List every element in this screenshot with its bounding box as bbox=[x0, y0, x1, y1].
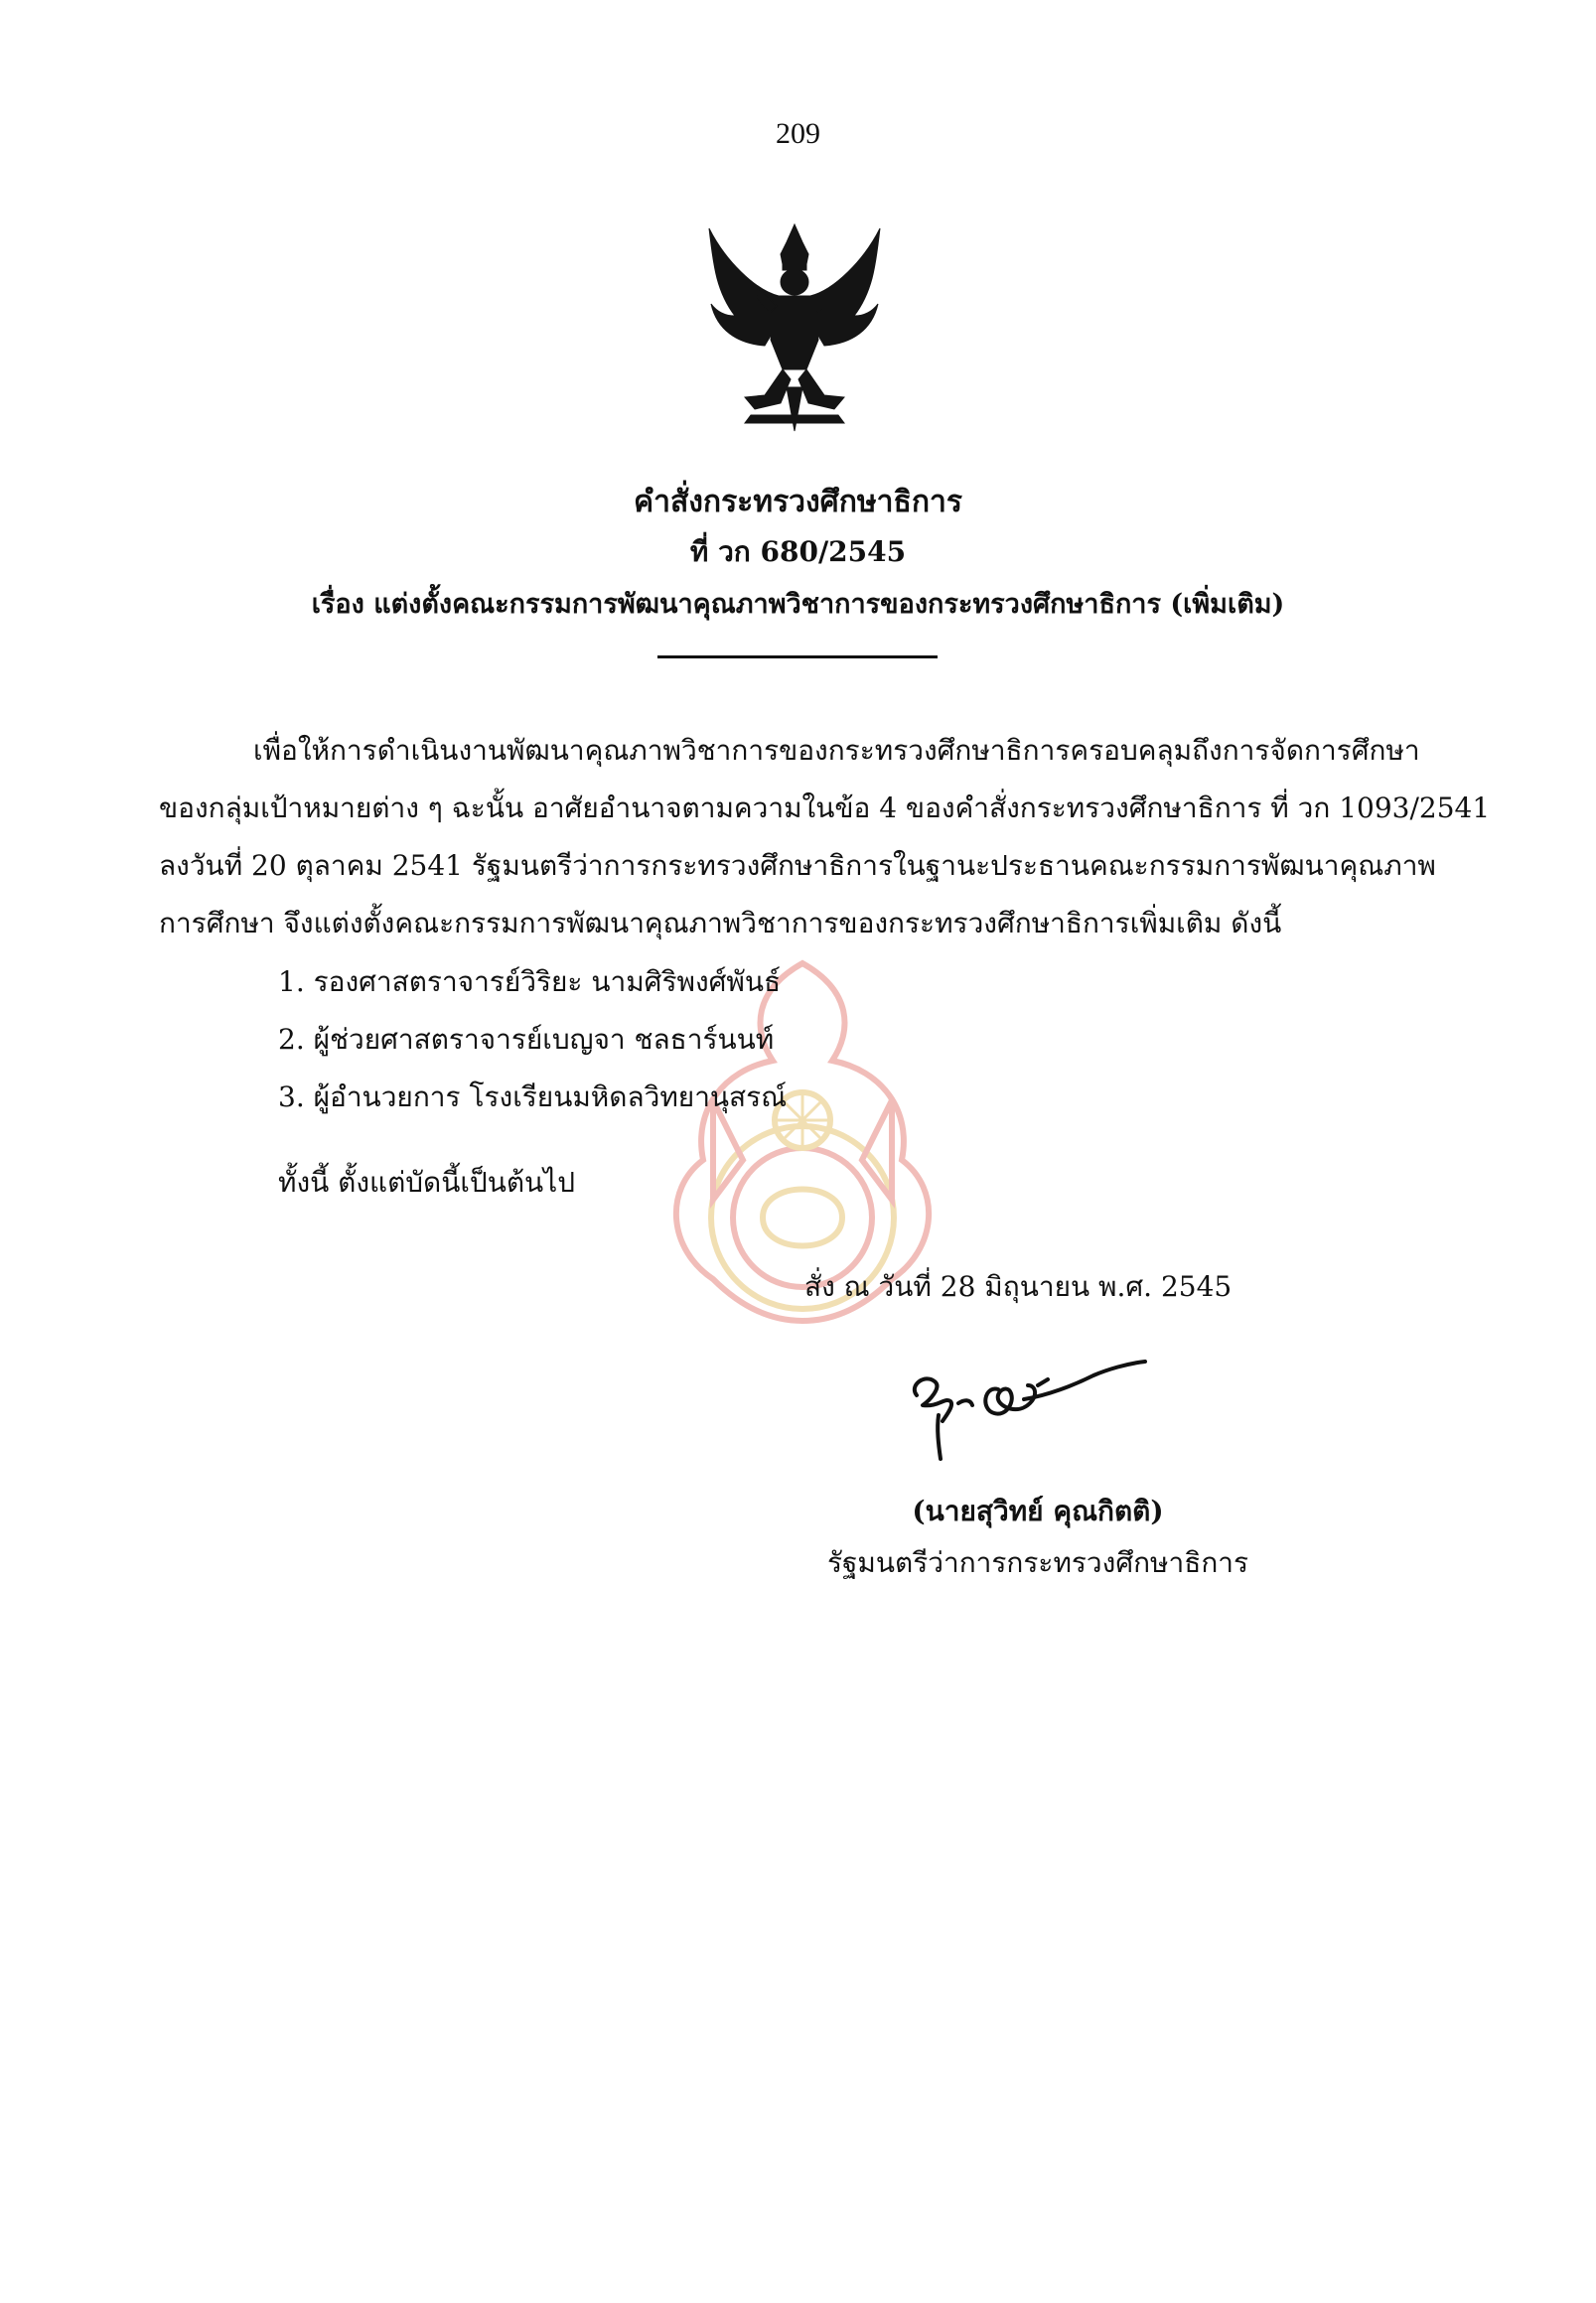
page-number: 209 bbox=[776, 117, 820, 150]
given-date: สั่ง ณ วันที่ 28 มิถุนายน พ.ศ. 2545 bbox=[804, 1270, 1233, 1303]
signer-position: รัฐมนตรีว่าการกระทรวงศึกษาธิการ bbox=[826, 1546, 1249, 1579]
paragraph-line: เพื่อให้การดำเนินงานพัฒนาคุณภาพวิชาการของกระทรวงศึกษาธิการครอบคลุมถึงการจัดการศึกษา bbox=[253, 734, 1420, 767]
handwritten-signature bbox=[899, 1356, 1157, 1465]
order-subject: เรื่อง แต่งตั้งคณะกรรมการพัฒนาคุณภาพวิชาการของกระทรวงศึกษาธิการ (เพิ่มเติม) bbox=[311, 589, 1285, 620]
appointee-item: 2. ผู้ช่วยศาสตราจารย์เบญจา ชลธาร์นนท์ bbox=[278, 1023, 775, 1056]
order-number: ที่ วก 680/2545 bbox=[689, 535, 907, 568]
closing-statement: ทั้งนี้ ตั้งแต่บัดนี้เป็นต้นไป bbox=[278, 1166, 576, 1199]
paragraph-line: ลงวันที่ 20 ตุลาคม 2541 รัฐมนตรีว่าการกระทรวงศึกษาธิการในฐานะประธานคณะกรรมการพัฒนาคุณภาพ bbox=[159, 849, 1436, 882]
title-divider bbox=[657, 655, 938, 658]
order-title: คำสั่งกระทรวงศึกษาธิการ bbox=[634, 485, 962, 519]
garuda-emblem-icon bbox=[695, 220, 894, 439]
paragraph-line: ของกลุ่มเป้าหมายต่าง ๆ ฉะนั้น อาศัยอำนาจตามความในข้อ 4 ของคำสั่งกระทรวงศึกษาธิการ ที่ วก 1093/2541 bbox=[159, 792, 1491, 824]
paragraph-line: การศึกษา จึงแต่งตั้งคณะกรรมการพัฒนาคุณภาพวิชาการของกระทรวงศึกษาธิการเพิ่มเติม ดังนี้ bbox=[159, 907, 1282, 939]
appointee-item: 3. ผู้อำนวยการ โรงเรียนมหิดลวิทยานุสรณ์ bbox=[278, 1080, 788, 1113]
appointee-item: 1. รองศาสตราจารย์วิริยะ นามศิริพงศ์พันธ์ bbox=[278, 965, 782, 998]
signer-name: (นายสุวิทย์ คุณกิตติ) bbox=[912, 1495, 1164, 1527]
